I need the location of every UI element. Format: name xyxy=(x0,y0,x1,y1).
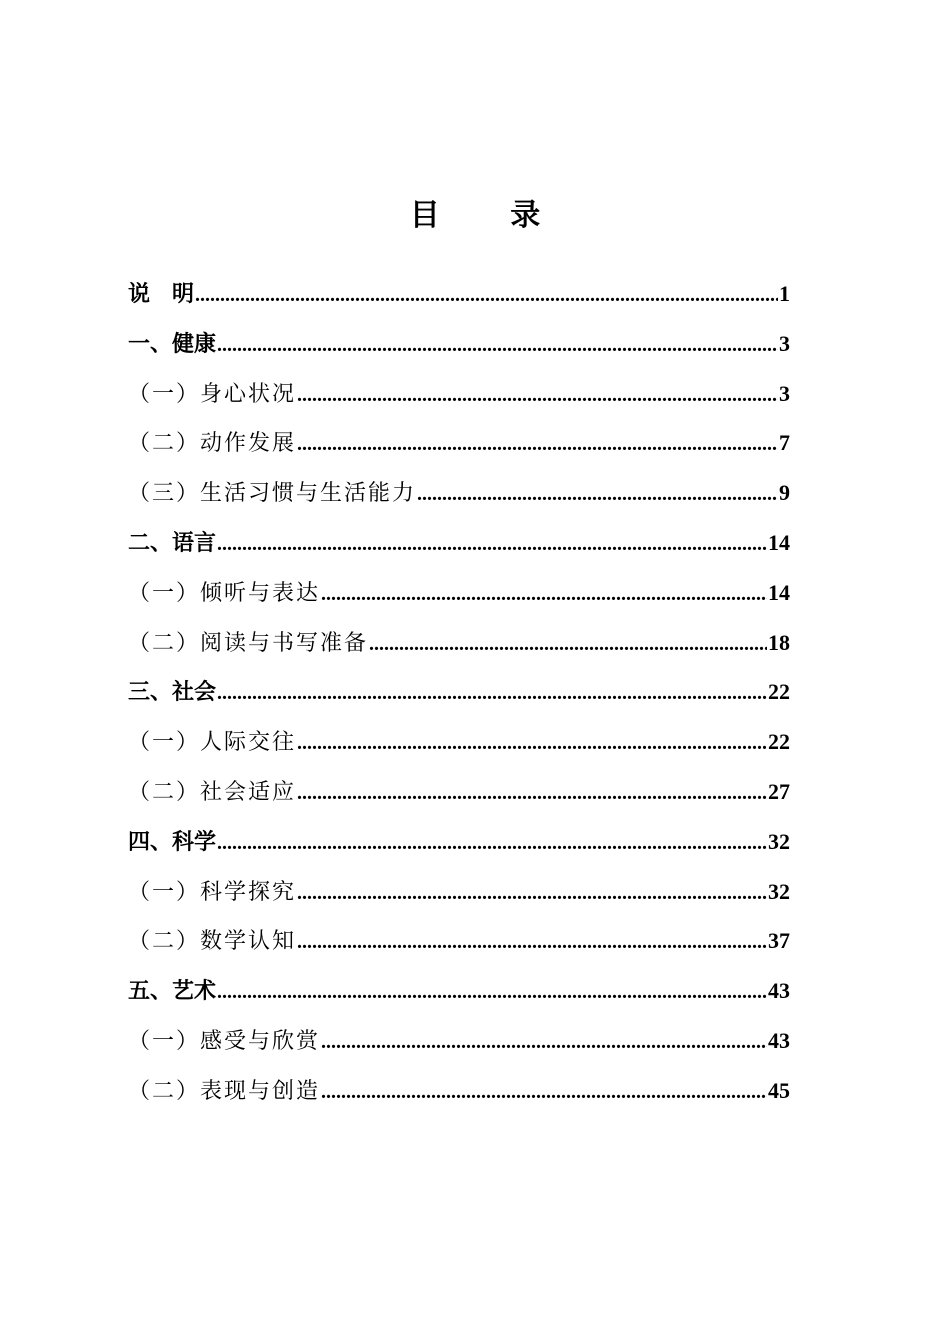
toc-entry-page: 22 xyxy=(768,729,790,755)
dot-leader xyxy=(297,771,767,815)
toc-entry[interactable] xyxy=(128,770,790,820)
dot-leader xyxy=(217,671,767,715)
toc-entry-label: （三）生活习惯与生活能力 xyxy=(128,481,417,507)
dot-leader xyxy=(321,1070,767,1114)
toc-entry-label: （二）数学认知 xyxy=(128,929,297,955)
toc-entry[interactable] xyxy=(128,621,790,671)
toc-entry-page: 27 xyxy=(768,778,790,804)
toc-entry[interactable] xyxy=(128,521,790,571)
toc-entry[interactable] xyxy=(128,969,790,1019)
toc-entry-page: 1 xyxy=(779,281,790,306)
toc-entry-label: 三、社会 xyxy=(128,680,217,706)
toc-entry[interactable] xyxy=(128,670,790,720)
toc-entry[interactable] xyxy=(128,870,790,920)
toc-entry[interactable] xyxy=(128,919,790,969)
dot-leader xyxy=(297,721,767,765)
toc-entry-label: 说 明 xyxy=(128,282,195,307)
page-title: 目 录 xyxy=(409,198,571,233)
toc-entry-label: （一）感受与欣赏 xyxy=(128,1028,321,1054)
toc-entry[interactable] xyxy=(128,372,790,422)
toc-entry[interactable] xyxy=(128,272,790,322)
toc-entry-page: 45 xyxy=(768,1077,790,1103)
toc-entry-page: 18 xyxy=(768,629,790,655)
toc-entry[interactable] xyxy=(128,820,790,870)
toc-entry[interactable] xyxy=(128,1069,790,1119)
toc-entry-page: 7 xyxy=(779,430,790,456)
dot-leader xyxy=(297,871,767,915)
toc-entry-page: 14 xyxy=(768,579,790,605)
dot-leader xyxy=(297,920,767,964)
toc-entry-label: （二）社会适应 xyxy=(128,779,297,805)
toc-entry-label: 四、科学 xyxy=(128,829,217,855)
toc-entry-page: 32 xyxy=(768,878,790,904)
dot-leader xyxy=(297,373,778,417)
toc-entry-page: 9 xyxy=(779,480,790,506)
dot-leader xyxy=(321,1020,767,1064)
table-of-contents xyxy=(128,272,790,1119)
toc-entry-page: 43 xyxy=(768,1027,790,1053)
toc-entry-label: 二、语言 xyxy=(128,530,217,556)
toc-entry[interactable] xyxy=(128,571,790,621)
dot-leader xyxy=(369,622,767,666)
toc-entry[interactable] xyxy=(128,421,790,471)
toc-entry[interactable] xyxy=(128,720,790,770)
dot-leader xyxy=(195,273,778,317)
dot-leader xyxy=(321,572,767,616)
toc-entry-label: （二）表现与创造 xyxy=(128,1078,321,1104)
toc-entry-page: 43 xyxy=(768,978,790,1004)
toc-entry-page: 3 xyxy=(779,380,790,406)
toc-entry-label: 五、艺术 xyxy=(128,979,217,1005)
toc-entry[interactable] xyxy=(128,1019,790,1069)
toc-entry-label: （二）阅读与书写准备 xyxy=(128,630,369,656)
toc-entry-label: （二）动作发展 xyxy=(128,431,297,457)
toc-entry-label: 一、健康 xyxy=(128,331,217,357)
dot-leader xyxy=(217,323,778,367)
dot-leader xyxy=(217,522,767,566)
toc-entry-label: （一）人际交往 xyxy=(128,730,297,756)
toc-entry-label: （一）身心状况 xyxy=(128,381,297,407)
toc-entry-page: 32 xyxy=(768,828,790,854)
dot-leader xyxy=(297,422,778,466)
toc-entry-page: 37 xyxy=(768,928,790,954)
toc-entry[interactable] xyxy=(128,322,790,372)
toc-entry-label: （一）科学探究 xyxy=(128,879,297,905)
toc-entry-page: 22 xyxy=(768,679,790,705)
dot-leader xyxy=(217,821,767,865)
toc-entry[interactable] xyxy=(128,471,790,521)
toc-entry-page: 3 xyxy=(779,330,790,356)
toc-entry-page: 14 xyxy=(768,529,790,555)
dot-leader xyxy=(417,472,778,516)
dot-leader xyxy=(217,970,767,1014)
toc-entry-label: （一）倾听与表达 xyxy=(128,580,321,606)
